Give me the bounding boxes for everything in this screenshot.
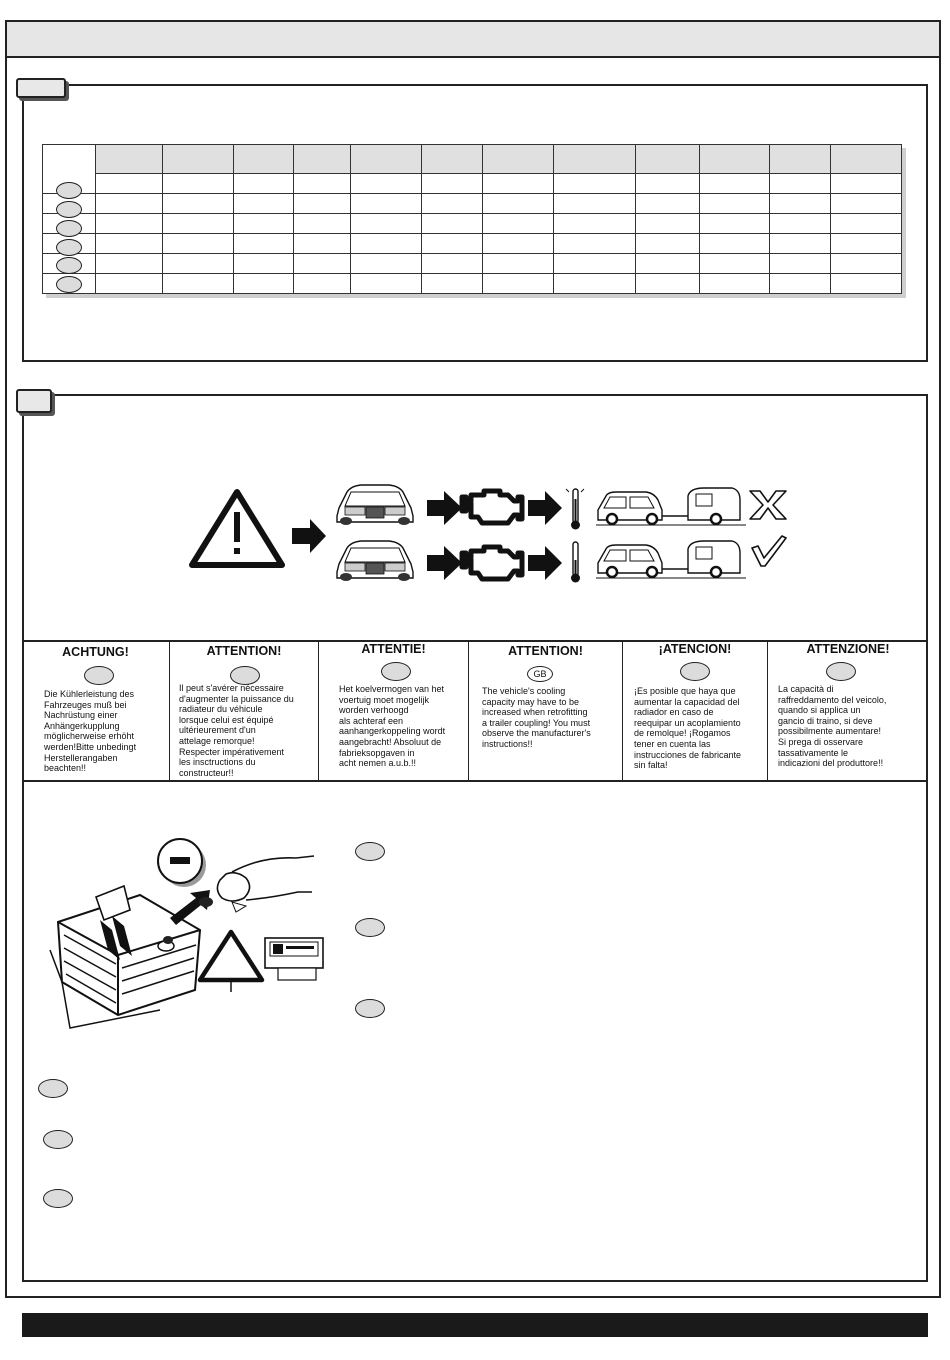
footer-bar [22,1313,928,1337]
warning-title: ¡ATENCION! [658,642,732,656]
warning-text: Die Kühlerleistung des Fahrzeuges muß bei Nachrüstung einer Anhängerkupplung möglicherweise erhöht werden!Bitte unbedingt Herstellerangaben beachten!! [44,689,137,774]
step-oval [355,842,385,861]
warning-text: Il peut s'avérer nécessaire d'augmenter la puissance du radiateur du véhicule lorsque celui est équipé ultérieurement d'un attelage remorque! Respecter impérativement les insctructions du constructeur!! [179,683,294,778]
up-right-arrow-icon [170,890,210,925]
warning-text: ¡Es posible que haya que aumentar la capacidad del radiador en caso de reequipar un acoplamiento de remolque! ¡Rogamos tener en cuenta las instrucciones de fabricante sin falta! [634,686,742,771]
warning-text: Het koelvermogen van het voertuig moet mogelijk worden verhoogd als achteraf een aanhangerkoppeling wordt aangebracht! Absoluut de fabrieksopgaven in acht nemen a.u.b.!! [339,684,446,769]
warning-title: ATTENZIONE! [806,642,890,656]
radio-code-icon [265,938,323,980]
hand-icon [199,856,314,912]
step-oval [355,999,385,1018]
warning-title: ACHTUNG! [62,645,129,659]
step-oval [43,1130,73,1149]
warning-triangle-icon [200,932,262,992]
step-oval [43,1189,73,1208]
battery-icon [50,886,200,1028]
language-badge-gb: GB [527,666,553,682]
warning-text: La capacità di raffreddamento del veicolo, quando si applica un gancio di traino, si deve possibilmente aumentare! Si prega di osservare tassativamente le indicazioni del produttore!! [778,684,887,769]
step-oval [355,918,385,937]
warning-title: ATTENTION! [206,644,282,658]
warning-title: ATTENTION! [508,644,583,658]
minus-terminal-icon [158,839,206,887]
warning-title: ATTENTIE! [361,642,426,656]
step-oval [38,1079,68,1098]
warning-text: The vehicle's cooling capacity may have to be increased when retrofitting a trailer coupling! You must observe the manufacturer's instructions!! [482,686,591,749]
